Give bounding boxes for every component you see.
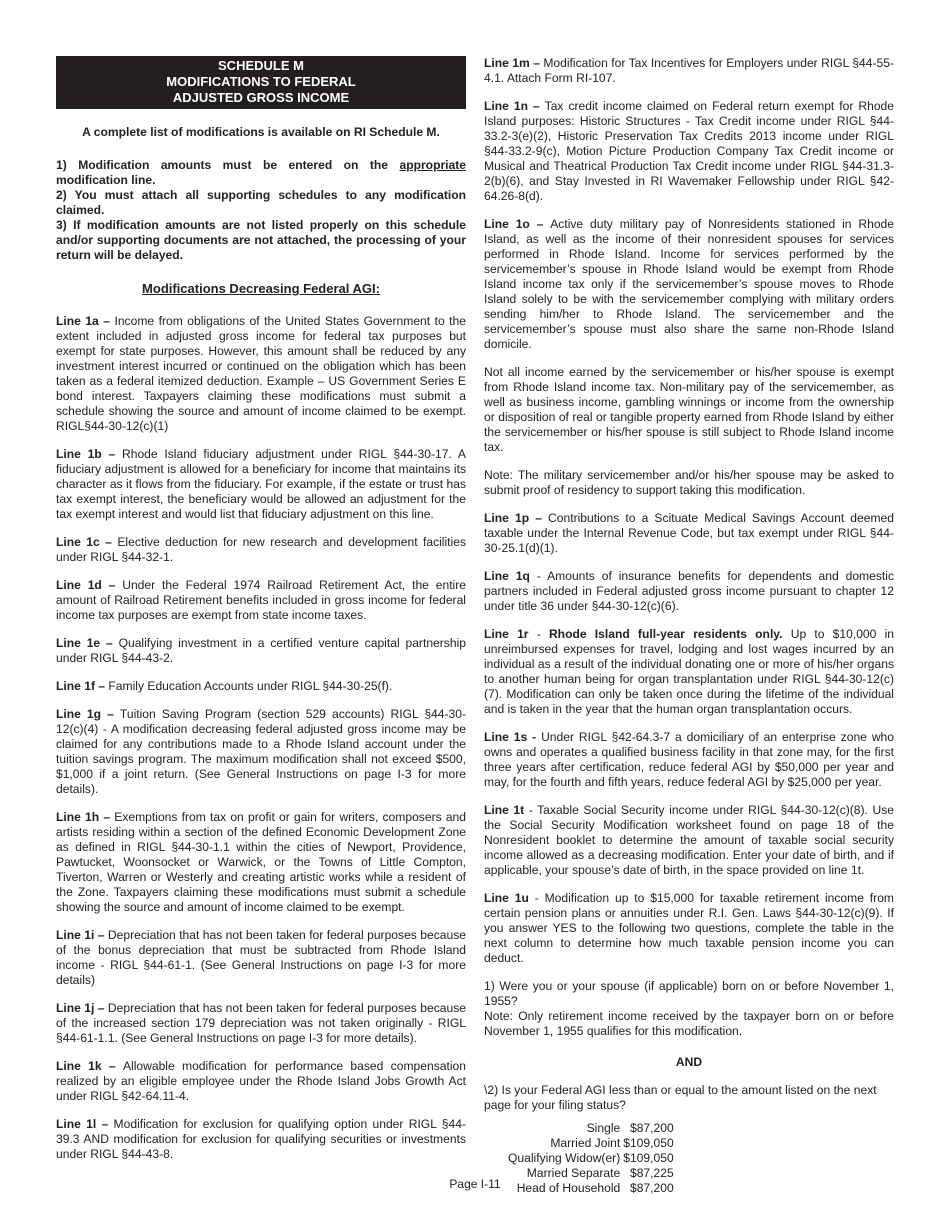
line-label: Line 1m – (484, 56, 544, 70)
line-label: Line 1s - (484, 730, 542, 744)
line-text: Modification for Tax Incentives for Employers under RIGL §44-55-4.1. Attach Form RI-107. (484, 56, 894, 85)
line-text: Contributions to a Scituate Medical Savings Account deemed taxable under the Internal Revenue Code, but tax exempt under RIGL §44-30-25.1(d)(1). (484, 511, 894, 555)
line-text: Tuition Saving Program (section 529 accounts) RIGL §44-30-12(c)(4) - A modification decreasing federal adjusted gross income may be claimed for any contributions made to a Rhode Island account under the tuition savings program. The maximum modification shall not exceed $500, $1,000 if a joint return. (See General Instructions on page I-3 for more details). (56, 707, 466, 796)
header-line-3: ADJUSTED GROSS INCOME (172, 90, 350, 105)
question-1-note: Note: Only retirement income received by the taxpayer born on or before November 1, 1955 qualifies for this modification. (484, 1009, 894, 1038)
military-proof-note: Note: The military servicemember and/or his/her spouse may be asked to submit proof of residency to support taking this modification. (484, 468, 894, 497)
line-label: Line 1j – (56, 1001, 108, 1015)
schedule-header (56, 56, 466, 109)
line-1c (56, 535, 466, 565)
line-1t (484, 803, 894, 878)
line-label: Line 1r (484, 627, 529, 641)
line-label: Line 1i – (56, 928, 108, 942)
status-label: Qualifying Widow(er) (508, 1151, 621, 1165)
line-1h (56, 810, 466, 915)
line-1l (56, 1117, 466, 1162)
line-text: Active duty military pay of Nonresidents stationed in Rhode Island, as well as the income of their nonresident spouses for services performed in Rhode Island. Income for services performed by the servicemember’s spouse in Rhode Island would be exempt from Rhode Island income tax only if the servicemember’s spouse moves to Rhode Island solely to be with the servicemember complying with military orders sending him/her to Rhode Island. The servicemember and the servicemember’s spouse must also share the same non-Rhode Island domicile. (484, 217, 894, 351)
section-title: Modifications Decreasing Federal AGI: (142, 281, 380, 296)
rule-1-text-end: modification line. (56, 173, 156, 187)
line-1q (484, 569, 894, 614)
table-row (508, 1151, 677, 1166)
rule-2: 2) You must attach all supporting schedules to any modification claimed. (56, 188, 466, 217)
line-1d (56, 578, 466, 623)
line-text: - Taxable Social Security income under RIGL §44-30-12(c)(8). Use the Social Security Modification worksheet found on page 18 of the Nonresident booklet to determine the amount of taxable social security income allowed as a decreasing modification. Enter your date of birth, and if applicable, your spouse’s date of birth, in the space provided on line 1t. (484, 803, 894, 877)
line-label: Line 1e – (56, 636, 119, 650)
table-row (508, 1136, 677, 1151)
line-text: Elective deduction for new research and development facilities under RIGL §44-32-1. (56, 535, 467, 564)
line-text: Depreciation that has not been taken for federal purposes because of the increased section 179 depreciation was not taken originally - RIGL §44-61-1.1. (See General Instructions on page I-3 for more details). (56, 1001, 466, 1045)
rule-3: 3) If modification amounts are not listed properly on this schedule and/or supporting documents are not attached, the processing of your return will be delayed. (56, 218, 466, 262)
line-1p (484, 511, 894, 556)
line-text: - Amounts of insurance benefits for dependents and domestic partners included in Federal adjusted gross income pursuant to chapter 12 under title 36 under §44-30-12(c)(6). (484, 569, 894, 613)
line-text: - Modification up to $15,000 for taxable retirement income from certain pension plans or annuities under R.I. Gen. Laws §44-30-12(c)(9). If you answer YES to the following two questions, complete the table in the next column to determine how much taxable pension income you can deduct. (484, 891, 894, 965)
line-1g (56, 707, 466, 797)
line-1r: Line 1r - Rhode Island full-year residents only. Up to $10,000 in unreimbursed expenses for travel, lodging and lost wages incurred by an individual as a result of the individual donating one or more of his/her organs to another human being for organ transplantation under RIGL §44-30-12(c)(7). Modification can only be taken once during the lifetime of the individual and is taken in the year that the human organ transplantation occurs. (484, 627, 895, 716)
line-text: Modification for exclusion for qualifying option under RIGL §44-39.3 AND modification for exclusion for qualifying securities or investments under RIGL §44-43-8. (56, 1117, 466, 1161)
status-label: Head of Household (516, 1181, 621, 1195)
line-1b (56, 447, 466, 522)
status-amount: $87,225 (629, 1166, 674, 1180)
line-1o (484, 217, 894, 352)
line-label: Line 1f – (56, 679, 109, 693)
line-label: Line 1o – (484, 217, 551, 231)
line-label: Line 1h – (56, 810, 115, 824)
header-line-1: SCHEDULE M (218, 58, 304, 73)
rule-1-text: 1) Modification amounts must be entered on the (56, 158, 400, 172)
complete-list-note: A complete list of modifications is available on RI Schedule M. (82, 125, 440, 139)
line-label: Line 1u (484, 891, 529, 905)
line-text: Allowable modification for performance based compensation realized by an eligible employee under the Rhode Island Jobs Growth Act under RIGL §42-64.11-4. (56, 1059, 466, 1103)
line-text: Under the Federal 1974 Railroad Retirement Act, the entire amount of Railroad Retirement benefits included in gross income for federal income tax purposes are exempt from state income taxes. (56, 578, 466, 622)
line-1i (56, 928, 466, 988)
status-amount: $109,050 (623, 1136, 674, 1150)
line-1e (56, 636, 466, 666)
status-label: Married Separate (526, 1166, 621, 1180)
line-1a (56, 314, 466, 434)
rule-1 (56, 158, 466, 188)
line-label: Line 1q (484, 569, 530, 583)
line-1n (484, 99, 894, 204)
line-text: Tax credit income claimed on Federal return exempt for Rhode Island purposes: Historic Structures - Tax Credit income under RIGL §44-33.2-3(e)(2), Historic Preservation Tax Credits 2013 income under RIGL §44-33.2-9(c), Motion Picture Production Company Tax Credit income or Musical and Theatrical Production Tax Credit income under RIGL §44-31.3-2(b)(6), and Stay Invested in RI Wavemaker Fellowship under RIGL §42-64.26-8(d). (484, 99, 894, 203)
line-label: Line 1c – (56, 535, 118, 549)
line-text: Exemptions from tax on profit or gain for writers, composers and artists residing within a section of the defined Economic Development Zone as defined in RIGL §44-30-1.1 within the cities of Newport, Providence, Pawtucket, Woonsocket or Warwick, or the Towns of Little Compton, Tiverton, Warren or Westerly and creating artistic works while a resident of the Zone. Taxpayers claiming these modifications must submit a schedule showing the source and amount of income claimed to be exempt. (56, 810, 467, 914)
page-number: Page I-11 (449, 1177, 501, 1191)
status-amount: $87,200 (629, 1181, 674, 1195)
line-text: Income from obligations of the United States Government to the extent included in adjusted gross income for federal tax purposes but exempt for state purposes. However, this amount shall be reduced by any investment interest incurred or continued on the obligation which has been taken as a federal itemized deduction. Example – US Government Series E bond interest. Taxpayers claiming these modifications must submit a schedule showing the source and amount of income claimed to be exempt. RIGL§44-30-12(c)(1) (56, 314, 466, 433)
line-1s (484, 730, 894, 790)
header-line-2: MODIFICATIONS TO FEDERAL (166, 74, 356, 89)
and-label: AND (675, 1055, 703, 1069)
rule-1-underlined: appropriate (399, 158, 466, 172)
line-text: Qualifying investment in a certified venture capital partnership under RIGL §44-43-2. (56, 636, 466, 665)
line-text: Rhode Island fiduciary adjustment under RIGL §44-30-17. A fiduciary adjustment is allowed for a beneficiary for income that maintains its character as it flows from the fiduciary. For example, if the estate or trust has tax exempt interest, the beneficiary would be allowed an adjustment for the tax exempt interest and would list that fiduciary adjustment on this line. (56, 447, 466, 521)
line-label: Line 1t (484, 803, 525, 817)
line-label-emphasis: Rhode Island full-year residents only. (548, 627, 783, 641)
status-label: Married Joint (550, 1136, 621, 1150)
table-row (508, 1121, 677, 1136)
question-1: 1) Were you or your spouse (if applicable) born on or before November 1, 1955? (484, 979, 894, 1008)
status-amount: $87,200 (629, 1121, 674, 1135)
line-text: Family Education Accounts under RIGL §44-30-25(f). (108, 679, 393, 693)
right-column (484, 56, 894, 1196)
status-label: Single (586, 1121, 621, 1135)
line-1j (56, 1001, 466, 1046)
line-1u (484, 891, 894, 966)
line-text: Depreciation that has not been taken for federal purposes because of the bonus depreciation that must be subtracted from Rhode Island income - RIGL §44-61-1. (See General Instructions on page I-3 for more details) (56, 928, 466, 987)
line-label: Line 1b – (56, 447, 122, 461)
line-label: Line 1k – (56, 1059, 123, 1073)
status-amount: $109,050 (623, 1151, 674, 1165)
question-2: \2) Is your Federal AGI less than or equal to the amount listed on the next page for your filing status? (484, 1083, 877, 1112)
line-label: Line 1p – (484, 511, 549, 525)
line-1m (484, 56, 894, 86)
military-income-note: Not all income earned by the servicemember or his/her spouse is exempt from Rhode Island income tax. Non-military pay of the servicemember, as well as business income, gambling winnings or income from the ownership or disposition of real or tangible property earned from Rhode Island by either the servicemember or his/her spouse is still subject to Rhode Island income tax. (484, 365, 894, 454)
line-label: Line 1d – (56, 578, 123, 592)
line-label: Line 1a – (56, 314, 115, 328)
line-label: Line 1l – (56, 1117, 114, 1131)
line-1k (56, 1059, 466, 1104)
line-label: Line 1n – (484, 99, 545, 113)
line-text: Up to $10,000 in unreimbursed expenses for travel, lodging and lost wages incurred by an individual as a result of the individual donating one or more of his/her organs to another human being for organ transplantation under RIGL §44-30-12(c)(7). Modification can only be taken once during the lifetime of the individual and is taken in the year that the human organ transplantation occurs. (484, 627, 895, 716)
line-1f (56, 679, 466, 694)
left-column (56, 56, 466, 1175)
line-text: Under RIGL §42-64.3-7 a domiciliary of an enterprise zone who owns and operates a qualified business facility in that zone may, for the first three years after certification, reduce federal AGI by $50,000 per year and may, for the fourth and fifth years, reduce federal AGI by $25,000 per year. (484, 730, 894, 789)
line-label: Line 1g – (56, 707, 120, 721)
